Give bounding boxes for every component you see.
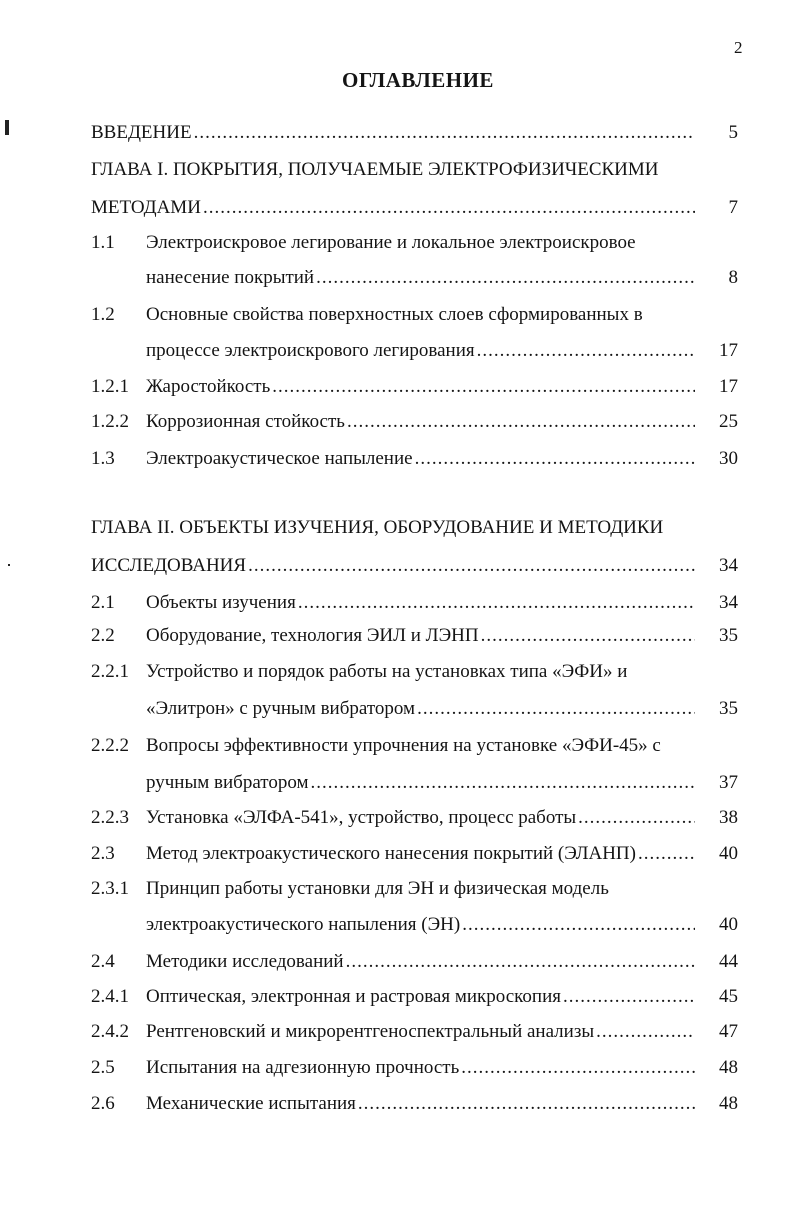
toc-entry-title: ВВЕДЕНИЕ: [91, 122, 192, 143]
toc-entry-number: 2.6: [91, 1093, 115, 1114]
toc-entry-page: 38: [719, 807, 738, 828]
toc-entry-title: «Элитрон» с ручным вибратором: [146, 698, 416, 719]
toc-entry-title: ИССЛЕДОВАНИЯ: [91, 555, 247, 576]
toc-entry-title: Вопросы эффективности упрочнения на установке «ЭФИ-45» с: [146, 735, 661, 756]
toc-entry-title: Основные свойства поверхностных слоев сформированных в: [146, 304, 643, 325]
toc-entry-row: [146, 624, 697, 648]
dot-leader: [461, 1056, 695, 1080]
toc-entry-number: 2.4: [91, 951, 115, 972]
toc-entry-row: [146, 913, 697, 937]
toc-entry-title: Метод электроакустического нанесения покрытий (ЭЛАНП): [146, 843, 636, 864]
dot-leader: [310, 771, 695, 795]
toc-entry-page: 40: [719, 914, 738, 935]
toc-entry-row: [91, 554, 697, 578]
toc-entry-page: 48: [719, 1057, 738, 1078]
toc-entry-row: [146, 410, 697, 434]
dot-leader: [272, 375, 695, 399]
toc-entry-title: Рентгеновский и микрорентгеноспектральный анализы: [146, 1021, 595, 1042]
toc-entry-row: [146, 771, 697, 795]
toc-entry-title: Электроискровое легирование и локальное электроискровое: [146, 232, 636, 253]
toc-entry-page: 34: [719, 592, 738, 613]
toc-entry-row: [146, 697, 697, 721]
toc-entry-title: Оптическая, электронная и растровая микроскопия: [146, 986, 562, 1007]
toc-entry-row: [146, 842, 697, 866]
toc-entry-title: Установка «ЭЛФА-541», устройство, процесс работы: [146, 807, 577, 828]
toc-entry-page: 47: [719, 1021, 738, 1042]
toc-entry-page: 5: [728, 122, 738, 143]
toc-entry-page: 40: [719, 843, 738, 864]
dot-leader: [417, 697, 695, 721]
toc-entry-number: 2.2.3: [91, 807, 129, 828]
dot-leader: [203, 196, 695, 220]
dot-leader: [477, 339, 695, 363]
scan-mark: [8, 564, 10, 566]
toc-entry-title: ручным вибратором: [146, 772, 309, 793]
dot-leader: [578, 806, 695, 830]
page-title: ОГЛАВЛЕНИЕ: [342, 68, 494, 92]
toc-entry-page: 17: [719, 340, 738, 361]
toc-entry-row: [146, 339, 697, 363]
dot-leader: [415, 447, 695, 471]
toc-entry-row: [146, 447, 697, 471]
toc-entry-page: 44: [719, 951, 738, 972]
dot-leader: [481, 624, 695, 648]
toc-entry-row: [146, 591, 697, 615]
toc-entry-title: Механические испытания: [146, 1093, 356, 1114]
toc-entry-page: 37: [719, 772, 738, 793]
toc-entry-title: нанесение покрытий: [146, 267, 315, 288]
toc-entry-row: [146, 266, 697, 290]
dot-leader: [248, 554, 695, 578]
page-number: 2: [734, 38, 743, 57]
toc-entry-title: электроакустического напыления (ЭН): [146, 914, 461, 935]
dot-leader: [347, 410, 695, 434]
toc-entry-number: 1.1: [91, 232, 115, 253]
toc-entry-row: [91, 121, 697, 145]
toc-entry-title: Методики исследований: [146, 951, 344, 972]
toc-entry-page: 35: [719, 698, 738, 719]
toc-entry-number: 1.2.1: [91, 376, 129, 397]
toc-entry-number: 2.5: [91, 1057, 115, 1078]
toc-entry-number: 2.2.1: [91, 661, 129, 682]
dot-leader: [298, 591, 695, 615]
dot-leader: [346, 950, 695, 974]
toc-entry-row: [146, 950, 697, 974]
toc-entry-page: 45: [719, 986, 738, 1007]
toc-entry-title: МЕТОДАМИ: [91, 197, 201, 218]
dot-leader: [563, 985, 695, 1009]
toc-entry-row: [146, 1092, 697, 1116]
toc-entry-title: Испытания на адгезионную прочность: [146, 1057, 460, 1078]
toc-entry-number: 2.3.1: [91, 878, 129, 899]
toc-entry-number: 2.3: [91, 843, 115, 864]
toc-entry-title: Принцип работы установки для ЭН и физическая модель: [146, 878, 609, 899]
toc-entry-page: 17: [719, 376, 738, 397]
toc-entry-row: [146, 1020, 697, 1044]
toc-entry-title: ГЛАВА I. ПОКРЫТИЯ, ПОЛУЧАЕМЫЕ ЭЛЕКТРОФИЗИЧЕСКИМИ: [91, 159, 659, 180]
toc-entry-title: Жаростойкость: [146, 376, 271, 397]
toc-entry-row: [146, 806, 697, 830]
toc-entry-number: 2.4.1: [91, 986, 129, 1007]
toc-entry-number: 2.4.2: [91, 1021, 129, 1042]
dot-leader: [194, 121, 695, 145]
toc-entry-title: Оборудование, технология ЭИЛ и ЛЭНП: [146, 625, 479, 646]
toc-entry-number: 2.2: [91, 625, 115, 646]
dot-leader: [638, 842, 695, 866]
toc-entry-row: [146, 375, 697, 399]
toc-entry-page: 34: [719, 555, 738, 576]
toc-entry-number: 2.1: [91, 592, 115, 613]
toc-entry-page: 8: [728, 267, 738, 288]
toc-entry-page: 35: [719, 625, 738, 646]
toc-entry-title: Коррозионная стойкость: [146, 411, 345, 432]
dot-leader: [462, 913, 695, 937]
toc-entry-title: процессе электроискрового легирования: [146, 340, 475, 361]
toc-entry-page: 30: [719, 448, 738, 469]
toc-entry-row: [146, 1056, 697, 1080]
dot-leader: [358, 1092, 695, 1116]
toc-entry-title: ГЛАВА II. ОБЪЕКТЫ ИЗУЧЕНИЯ, ОБОРУДОВАНИЕ И МЕТОДИКИ: [91, 517, 664, 538]
scan-mark: [5, 120, 9, 135]
toc-entry-number: 1.3: [91, 448, 115, 469]
dot-leader: [316, 266, 695, 290]
toc-entry-number: 2.2.2: [91, 735, 129, 756]
toc-entry-number: 1.2: [91, 304, 115, 325]
toc-entry-title: Объекты изучения: [146, 592, 296, 613]
toc-entry-page: 48: [719, 1093, 738, 1114]
toc-entry-page: 7: [728, 197, 738, 218]
toc-entry-row: [146, 985, 697, 1009]
toc-entry-number: 1.2.2: [91, 411, 129, 432]
dot-leader: [596, 1020, 695, 1044]
toc-entry-page: 25: [719, 411, 738, 432]
toc-entry-title: Устройство и порядок работы на установках типа «ЭФИ» и: [146, 661, 628, 682]
toc-entry-row: [91, 196, 697, 220]
toc-entry-title: Электроакустическое напыление: [146, 448, 413, 469]
